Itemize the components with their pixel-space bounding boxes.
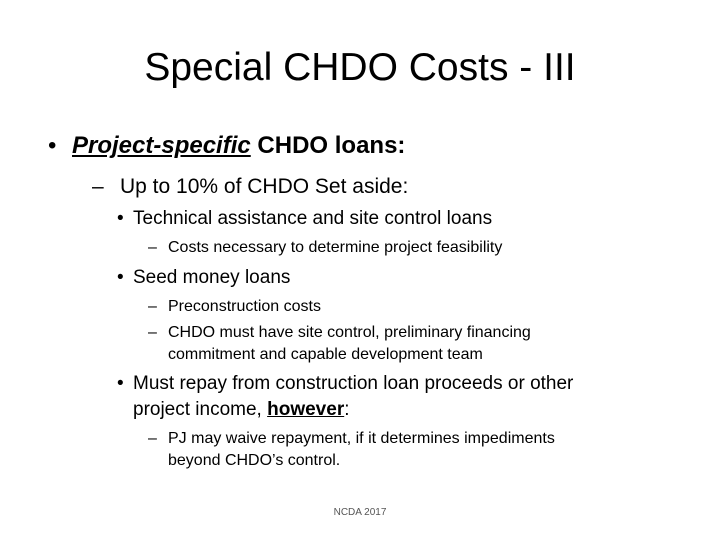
slide-title: Special CHDO Costs - III [144,46,576,89]
bullet-marker: • [117,373,124,394]
emphasis-however: however [267,399,345,420]
item-technical-assistance [117,207,492,231]
item-text: project income, [133,399,268,420]
detail-waive-repayment [148,429,555,448]
detail-text: Preconstruction costs [168,298,321,315]
dash-marker: – [148,298,157,315]
subbullet-text: Up to 10% of CHDO Set aside: [120,175,409,198]
item-seed-money [117,266,290,290]
emphasis-text: Project-specific [72,132,251,159]
bullet-text: CHDO loans: [250,132,406,159]
detail-text: Costs necessary to determine project feasibility [168,239,503,256]
detail-waive-repayment-cont: beyond CHDO’s control. [168,452,341,469]
item-text: Must repay from construction loan proceeds or other [133,373,574,394]
dash-marker: – [148,430,157,447]
dash-marker: – [148,239,157,256]
bullet-marker: • [117,208,124,229]
item-must-repay-cont [133,398,350,422]
bullet-marker: • [48,132,57,159]
item-must-repay [117,372,573,396]
detail-text: CHDO must have site control, preliminary financing [168,324,531,341]
slide-footer: NCDA 2017 [333,507,387,518]
bullet-project-specific-loans [48,131,405,161]
item-text: : [344,399,350,420]
detail-preconstruction [148,297,321,316]
detail-site-control [148,323,531,342]
detail-feasibility [148,238,502,257]
detail-site-control-cont: commitment and capable development team [168,346,483,363]
bullet-marker: • [117,267,124,288]
detail-text: PJ may waive repayment, if it determines impediments [168,430,555,447]
item-text: Seed money loans [133,267,291,288]
dash-marker: – [148,324,157,341]
subbullet-set-aside [92,174,408,200]
dash-marker: – [92,175,104,198]
item-text: Technical assistance and site control loans [133,208,493,229]
